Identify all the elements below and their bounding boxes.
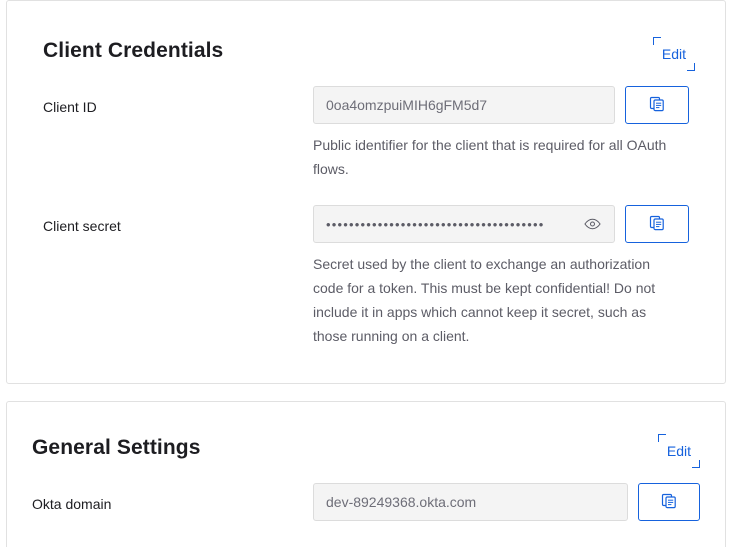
okta-domain-input[interactable]: [313, 483, 628, 521]
client-secret-helper-text: Secret used by the client to exchange an authorization code for a token. This must be kept confidential! Do not include it in apps which cannot keep it secret, such as those running on a client.: [313, 256, 656, 344]
client-secret-label: Client secret: [43, 218, 121, 234]
client-id-input[interactable]: [313, 86, 615, 124]
client-id-control: [313, 86, 689, 181]
copy-client-id-button[interactable]: [625, 86, 689, 124]
general-settings-title: General Settings: [32, 436, 201, 459]
edit-general-settings-button[interactable]: Edit: [664, 439, 694, 463]
client-credentials-header: [7, 1, 725, 63]
general-settings-header: [7, 402, 725, 460]
general-settings-card: [6, 401, 726, 547]
eye-icon[interactable]: [582, 214, 602, 234]
client-id-input-group: [313, 86, 689, 124]
client-id-row: [7, 86, 725, 181]
client-id-label: Client ID: [43, 99, 97, 115]
okta-domain-input-group: [313, 483, 700, 521]
client-id-helper-text: Public identifier for the client that is required for all OAuth flows.: [313, 137, 667, 177]
page-title: Client Credentials: [43, 39, 224, 62]
client-secret-input[interactable]: [313, 205, 615, 243]
client-credentials-card: [6, 0, 726, 384]
copy-icon: [649, 96, 665, 115]
client-secret-control: [313, 205, 689, 348]
client-secret-input-group: [313, 205, 689, 243]
copy-icon: [649, 215, 665, 234]
okta-domain-label: Okta domain: [32, 496, 112, 512]
edit-client-credentials-button[interactable]: Edit: [659, 42, 689, 66]
client-secret-value: ••••••••••••••••••••••••••••••••••••••: [326, 217, 545, 231]
client-secret-row: [7, 205, 725, 348]
okta-domain-row: [7, 483, 725, 521]
copy-icon: [661, 493, 677, 512]
okta-domain-control: [313, 483, 700, 521]
okta-domain-value: dev-89249368.okta.com: [326, 494, 477, 510]
client-id-value: 0oa4omzpuiMIH6gFM5d7: [326, 97, 488, 113]
copy-client-secret-button[interactable]: [625, 205, 689, 243]
copy-okta-domain-button[interactable]: [638, 483, 700, 521]
